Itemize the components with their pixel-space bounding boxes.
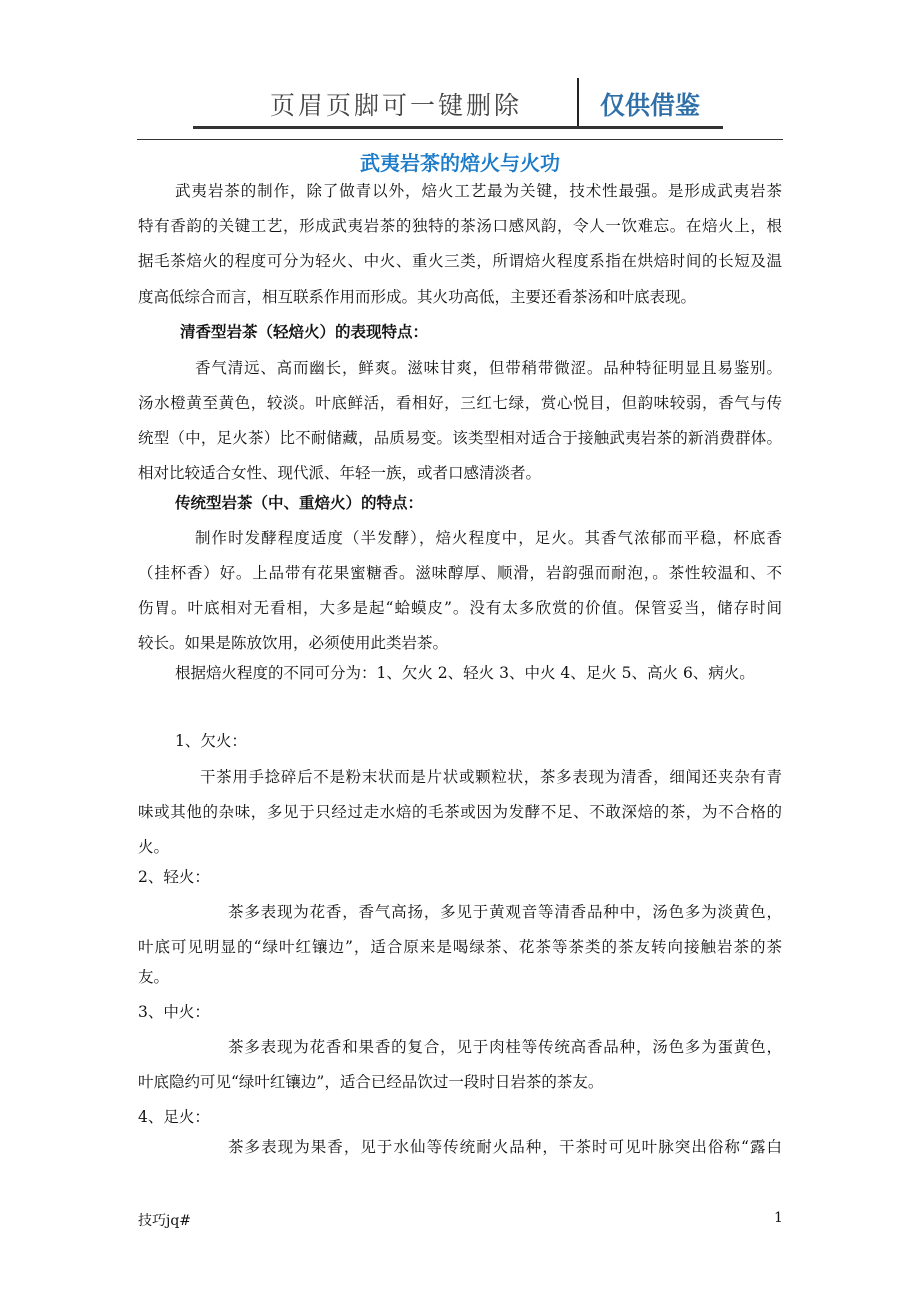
- section-heading: 传统型岩茶（中、重焙火）的特点：: [175, 494, 424, 512]
- level-label: 1、欠火：: [175, 732, 247, 750]
- paragraph-line: 统型（中，足火茶）比不耐储藏，品质易变。该类型相对适合于接触武夷岩茶的新消费群体。: [138, 429, 782, 447]
- paragraph-line: 茶多表现为花香和果香的复合，见于肉桂等传统高香品种，汤色多为蛋黄色，: [228, 1038, 782, 1056]
- level-label: 4、足火：: [138, 1108, 210, 1126]
- header-rule-thin: [137, 139, 783, 140]
- paragraph-line: （挂杯香）好。上品带有花果蜜糖香。滋味醇厚、顺滑，岩韵强而耐泡，。茶性较温和、不: [138, 564, 782, 582]
- level-label: 3、中火：: [138, 1003, 210, 1021]
- paragraph-line: 伤胃。叶底相对无看相，大多是起“蛤蟆皮”。没有太多欣赏的价值。保管妥当，储存时间: [138, 599, 782, 617]
- paragraph-line: 武夷岩茶的制作，除了做青以外，焙火工艺最为关键，技术性最强。是形成武夷岩茶: [175, 182, 782, 200]
- header-watermark: 仅供借鉴: [600, 91, 701, 120]
- paragraph-line: 友。: [138, 968, 170, 986]
- level-label: 2、轻火：: [138, 868, 210, 886]
- page-number: 1: [774, 1210, 783, 1226]
- header-rule: [193, 126, 723, 129]
- header-text: 页眉页脚可一键删除: [270, 91, 523, 120]
- paragraph-line: 味或其他的杂味，多见于只经过走水焙的毛茶或因为发酵不足、不敢深焙的茶，为不合格的: [138, 803, 782, 821]
- paragraph-line: 火。: [138, 838, 170, 856]
- section-heading: 清香型岩茶（轻焙火）的表现特点：: [180, 323, 429, 341]
- paragraph-line: 制作时发酵程度适度（半发酵），焙火程度中，足火。其香气浓郁而平稳，杯底香: [195, 529, 782, 547]
- paragraph-line: 茶多表现为花香，香气高扬，多见于黄观音等清香品种中，汤色多为淡黄色，: [228, 903, 782, 921]
- paragraph-line: 干茶用手捻碎后不是粉末状而是片状或颗粒状，茶多表现为清香，细闻还夹杂有青: [200, 768, 782, 786]
- paragraph-line: 较长。如果是陈放饮用，必须使用此类岩茶。: [138, 634, 449, 652]
- paragraph-line: 相对比较适合女性、现代派、年轻一族，或者口感清淡者。: [138, 464, 542, 482]
- classification-line: 根据焙火程度的不同可分为：1、欠火 2、轻火 3、中火 4、足火 5、高火 6、病火。: [175, 664, 755, 682]
- footer-text: 技巧jq#: [138, 1213, 192, 1229]
- paragraph-line: 叶底可见明显的“绿叶红镶边”，适合原来是喝绿茶、花茶等茶类的茶友转向接触岩茶的茶: [138, 938, 782, 956]
- document-title: 武夷岩茶的焙火与火功: [360, 151, 560, 175]
- paragraph-line: 特有香韵的关键工艺，形成武夷岩茶的独特的茶汤口感风韵，令人一饮难忘。在焙火上，根: [138, 217, 782, 235]
- paragraph-line: 茶多表现为果香，见于水仙等传统耐火品种，干茶时可见叶脉突出俗称“露白: [228, 1138, 782, 1156]
- paragraph-line: 度高低综合而言，相互联系作用而形成。其火功高低，主要还看茶汤和叶底表现。: [138, 288, 697, 306]
- paragraph-line: 汤水橙黄至黄色，较淡。叶底鲜活，看相好，三红七绿，赏心悦目，但韵味较弱，香气与传: [138, 394, 782, 412]
- paragraph-line: 香气清远、高而幽长，鲜爽。滋味甘爽，但带稍带微涩。品种特征明显且易鉴别。: [195, 359, 782, 377]
- paragraph-line: 据毛茶焙火的程度可分为轻火、中火、重火三类，所谓焙火程度系指在烘焙时间的长短及温: [138, 252, 782, 270]
- paragraph-line: 叶底隐约可见“绿叶红镶边”，适合已经品饮过一段时日岩茶的茶友。: [138, 1073, 604, 1091]
- header-divider: [577, 78, 579, 128]
